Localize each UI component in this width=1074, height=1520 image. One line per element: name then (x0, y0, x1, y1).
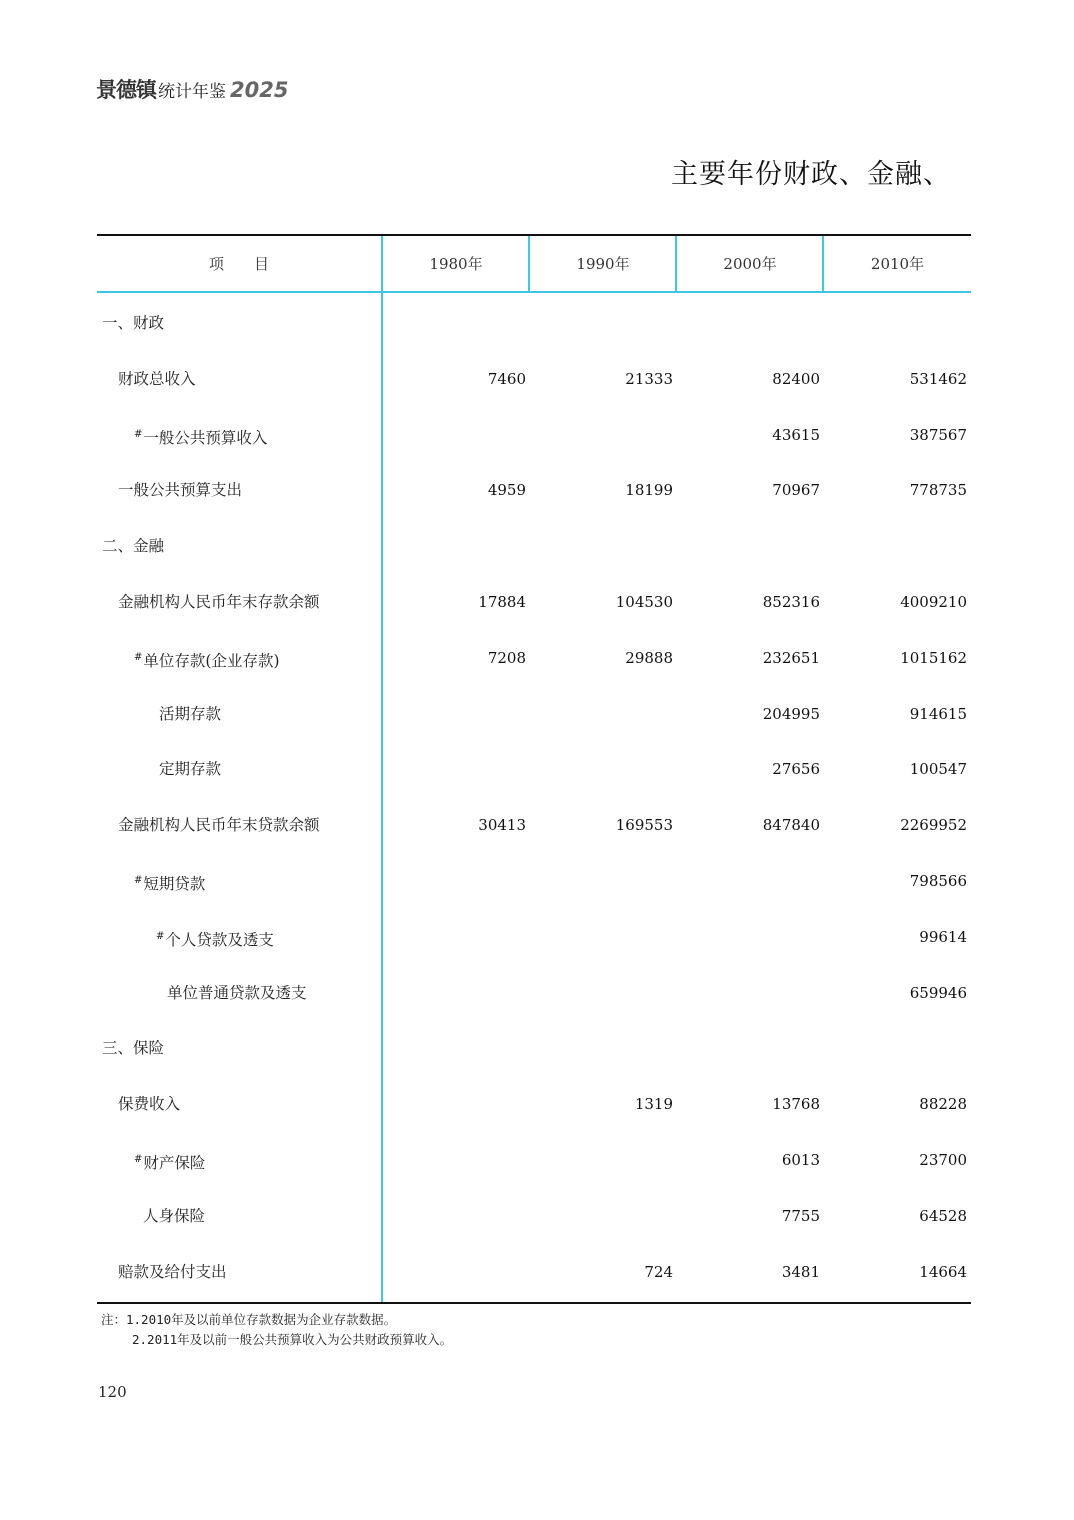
cell-value: 232651 (762, 649, 820, 667)
row-label-text: 个人贷款及透支 (165, 931, 274, 949)
row-label (134, 1145, 205, 1178)
cell-value: 23700 (919, 1151, 967, 1169)
column-header-1990: 1990年 (576, 255, 630, 273)
table-header-row (97, 236, 971, 291)
row-label-text: 定期存款 (159, 760, 222, 778)
column-header-item: 项 目 (208, 255, 269, 273)
row-label-text: 一、财政 (102, 314, 165, 332)
cell-value: 204995 (762, 705, 820, 723)
row-label (167, 978, 307, 1008)
row-label-text: 单位普通贷款及透支 (167, 984, 307, 1002)
row-label (118, 810, 320, 840)
table-row (97, 922, 971, 952)
footnotes (101, 1310, 452, 1350)
cell-value: 1015162 (900, 649, 967, 667)
cell-value: 724 (644, 1263, 673, 1281)
cell-value: 852316 (762, 593, 820, 611)
column-header-2010: 2010年 (870, 255, 925, 273)
page-title: 主要年份财政、金融、 (671, 159, 951, 190)
table-row (97, 978, 971, 1008)
row-label (134, 643, 280, 676)
footnote-1: 注：1.2010年及以前单位存款数据为企业存款数据。 (101, 1312, 397, 1327)
table-row (97, 1089, 971, 1119)
cell-value: 531462 (909, 370, 967, 388)
cell-value: 387567 (909, 426, 967, 444)
row-label-text: 短期贷款 (143, 875, 206, 893)
cell-value: 64528 (919, 1207, 967, 1225)
cell-value: 778735 (909, 481, 967, 499)
row-label (118, 1089, 180, 1119)
cell-value: 18199 (625, 481, 673, 499)
table-row (97, 1201, 971, 1231)
row-label (159, 699, 221, 729)
row-label-text: 三、保险 (102, 1039, 165, 1057)
table-row (97, 308, 971, 338)
row-label (102, 1033, 164, 1063)
row-label-text: 单位存款(企业存款) (143, 652, 280, 670)
row-label (118, 1257, 227, 1287)
cell-value: 13768 (772, 1095, 820, 1113)
table-row (97, 420, 971, 450)
cell-value: 70967 (772, 481, 820, 499)
table-bottom-rule (97, 1302, 971, 1304)
cell-value: 6013 (781, 1151, 820, 1169)
table-header-rule (97, 291, 971, 293)
column-header-2000: 2000年 (723, 255, 777, 273)
row-mark: # (134, 875, 143, 886)
table-row (97, 531, 971, 561)
row-label (118, 587, 320, 617)
row-label-text: 一般公共预算支出 (118, 481, 243, 499)
cell-value: 30413 (478, 816, 526, 834)
cell-value: 104530 (615, 593, 673, 611)
table-row (97, 364, 971, 394)
table-divider-2000 (675, 236, 677, 291)
cell-value: 659946 (909, 984, 967, 1002)
row-label-text: 二、金融 (102, 537, 165, 555)
running-header (96, 74, 288, 104)
cell-value: 4009210 (900, 593, 967, 611)
row-label (118, 364, 196, 394)
page-number: 120 (98, 1383, 127, 1401)
cell-value: 27656 (772, 760, 820, 778)
cell-value: 4959 (487, 481, 526, 499)
cell-value: 7755 (781, 1207, 820, 1225)
cell-value: 914615 (909, 705, 967, 723)
row-mark: # (134, 652, 143, 663)
footnote-2: 2.2011年及以前一般公共预算收入为公共财政预算收入。 (132, 1332, 453, 1347)
cell-value: 21333 (625, 370, 673, 388)
table-row (97, 1145, 971, 1175)
cell-value: 100547 (909, 760, 967, 778)
table-row (97, 1033, 971, 1063)
row-label-text: 金融机构人民币年末贷款余额 (118, 816, 320, 834)
cell-value: 14664 (919, 1263, 967, 1281)
row-label (156, 922, 274, 955)
row-label (102, 531, 164, 561)
table-row (97, 866, 971, 896)
cell-value: 82400 (772, 370, 820, 388)
cell-value: 43615 (772, 426, 820, 444)
cell-value: 2269952 (900, 816, 967, 834)
column-header-1980: 1980年 (429, 255, 483, 273)
cell-value: 99614 (919, 928, 967, 946)
header-subtitle: 统计年鉴 (158, 82, 226, 102)
cell-value: 7460 (487, 370, 526, 388)
row-label (134, 866, 205, 899)
header-year: 2025 (230, 78, 289, 102)
table-row (97, 754, 971, 784)
row-label (143, 1201, 205, 1231)
row-mark: # (134, 1154, 143, 1165)
cell-value: 88228 (919, 1095, 967, 1113)
cell-value: 7208 (487, 649, 526, 667)
cell-value: 3481 (781, 1263, 820, 1281)
row-label-text: 金融机构人民币年末存款余额 (118, 593, 320, 611)
table-row (97, 810, 971, 840)
row-label-text: 活期存款 (159, 705, 222, 723)
row-label-text: 保费收入 (118, 1095, 181, 1113)
table-row (97, 1257, 971, 1287)
row-label (159, 754, 221, 784)
table-divider-1990 (528, 236, 530, 291)
row-label-text: 财产保险 (143, 1154, 206, 1172)
table-row (97, 699, 971, 729)
row-label-text: 一般公共预算收入 (143, 429, 268, 447)
cell-value: 29888 (625, 649, 673, 667)
row-label-text: 人身保险 (143, 1207, 206, 1225)
cell-value: 1319 (634, 1095, 673, 1113)
table-divider-2010 (822, 236, 824, 291)
row-mark: # (134, 429, 143, 440)
header-brand: 景德镇 (96, 78, 156, 102)
row-label-text: 财政总收入 (118, 370, 196, 388)
row-label-text: 赔款及给付支出 (118, 1263, 227, 1281)
cell-value: 169553 (615, 816, 673, 834)
table-row (97, 475, 971, 505)
row-label (102, 308, 164, 338)
row-mark: # (156, 931, 165, 942)
table-row (97, 643, 971, 673)
cell-value: 798566 (909, 872, 967, 890)
cell-value: 17884 (478, 593, 526, 611)
cell-value: 847840 (762, 816, 820, 834)
table-row (97, 587, 971, 617)
row-label (118, 475, 242, 505)
row-label (134, 420, 267, 453)
